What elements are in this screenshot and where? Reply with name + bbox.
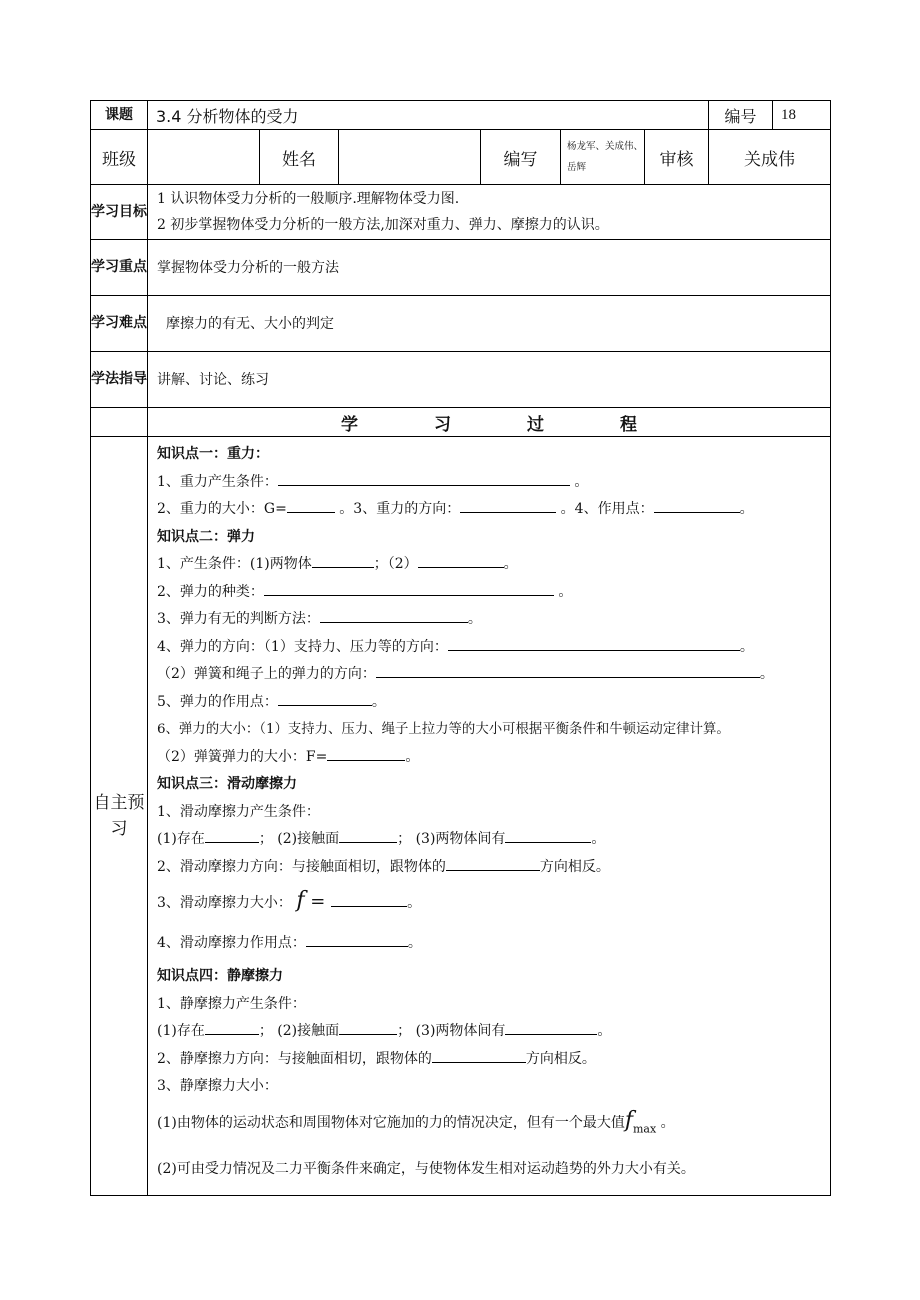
k1-line-1: 1、重力产生条件： 。 bbox=[157, 469, 830, 497]
info-row bbox=[91, 130, 831, 185]
k3-line-4: 3、滑动摩擦力大小： f = 。 bbox=[157, 888, 422, 913]
k4-line-5: (1)由物体的运动状态和周围物体对它施加的力的情况决定，但有一个最大值$f_{max}$ 。 bbox=[157, 1107, 675, 1135]
difficulty-content: 摩擦力的有无、大小的判定 bbox=[148, 296, 831, 352]
blank[interactable] bbox=[339, 828, 397, 843]
blank[interactable] bbox=[278, 471, 570, 486]
key-label: 学习重点 bbox=[91, 240, 148, 296]
k3-line-1: 1、滑动摩擦力产生条件： bbox=[157, 803, 320, 820]
writers-value: 杨龙军、关成伟、岳辉 bbox=[561, 130, 645, 185]
class-field[interactable] bbox=[148, 130, 260, 185]
blank[interactable] bbox=[278, 691, 372, 706]
k2-line-5: （2）弹簧和绳子上的弹力的方向： 。 bbox=[157, 661, 830, 689]
blank[interactable] bbox=[446, 856, 540, 871]
k3-title: 知识点三：滑动摩擦力 bbox=[157, 776, 297, 792]
process-char: 习 bbox=[434, 414, 452, 435]
k4-line-6: (2)可由受力情况及二力平衡条件来确定，与使物体发生相对运动趋势的外力大小有关。 bbox=[157, 1160, 695, 1177]
goal-label: 学习目标 bbox=[91, 185, 148, 240]
k2-line-4: 4、弹力的方向：（1）支持力、压力等的方向： 。 bbox=[157, 634, 830, 662]
topic-row bbox=[91, 101, 831, 130]
formula-f: f bbox=[296, 888, 305, 913]
blank[interactable] bbox=[448, 636, 740, 651]
preview-row bbox=[91, 437, 831, 1196]
blank[interactable] bbox=[306, 932, 408, 947]
blank[interactable] bbox=[505, 828, 591, 843]
k2-line-7: 6、弹力的大小：（1）支持力、压力、绳子上拉力等的大小可根据平衡条件和牛顿运动定律计算。 bbox=[157, 722, 730, 737]
method-row bbox=[91, 352, 831, 408]
method-label: 学法指导 bbox=[91, 352, 148, 408]
process-char: 过 bbox=[527, 414, 545, 435]
k4-line-1: 1、静摩擦力产生条件： bbox=[157, 995, 306, 1012]
k4-line-2: (1)存在 ； (2)接触面 ； (3)两物体间有 。 bbox=[157, 1018, 830, 1046]
process-char: 学 bbox=[341, 414, 359, 435]
difficulty-label: 学习难点 bbox=[91, 296, 148, 352]
blank[interactable] bbox=[312, 553, 374, 568]
number-label: 编号 bbox=[709, 101, 773, 130]
key-row bbox=[91, 240, 831, 296]
blank[interactable] bbox=[264, 581, 554, 596]
process-char: 程 bbox=[620, 414, 638, 435]
review-label: 审核 bbox=[645, 130, 709, 185]
preview-label: 自主预习 bbox=[91, 437, 148, 1196]
writer-label: 编写 bbox=[481, 130, 561, 185]
worksheet-table bbox=[90, 100, 831, 1196]
goal-line-2: 2 初步掌握物体受力分析的一般方法,加深对重力、弹力、摩擦力的认识。 bbox=[157, 217, 609, 233]
blank[interactable] bbox=[460, 498, 556, 513]
process-heading bbox=[148, 408, 831, 437]
k2-title: 知识点二：弹力 bbox=[157, 528, 255, 545]
k2-line-6: 5、弹力的作用点： 。 bbox=[157, 689, 830, 717]
k4-line-3: 2、静摩擦力方向：与接触面相切，跟物体的 方向相反。 bbox=[157, 1046, 830, 1074]
key-content: 掌握物体受力分析的一般方法 bbox=[148, 240, 831, 296]
preview-content bbox=[148, 437, 831, 1196]
blank[interactable] bbox=[505, 1020, 597, 1035]
k2-line-2: 2、弹力的种类： 。 bbox=[157, 579, 830, 607]
process-empty-cell bbox=[91, 408, 148, 437]
goal-content bbox=[148, 185, 831, 240]
name-field[interactable] bbox=[339, 130, 481, 185]
k3-line-5: 4、滑动摩擦力作用点： 。 bbox=[157, 923, 830, 963]
k4-line-4: 3、静摩擦力大小： bbox=[157, 1078, 278, 1094]
blank[interactable] bbox=[339, 1020, 397, 1035]
blank[interactable] bbox=[418, 553, 504, 568]
blank[interactable] bbox=[320, 608, 468, 623]
k2-line-1: 1、产生条件：(1)两物体 ；（2） 。 bbox=[157, 551, 830, 579]
blank[interactable] bbox=[376, 663, 760, 678]
blank[interactable] bbox=[654, 498, 740, 513]
process-row bbox=[91, 408, 831, 437]
k2-line-3: 3、弹力有无的判断方法： 。 bbox=[157, 606, 830, 634]
topic-label: 课题 bbox=[91, 101, 148, 130]
blank[interactable] bbox=[432, 1048, 526, 1063]
difficulty-row bbox=[91, 296, 831, 352]
formula-fmax: $f_{max}$ bbox=[624, 1107, 657, 1135]
goal-line-1: 1 认识物体受力分析的一般顺序.理解物体受力图. bbox=[157, 191, 460, 207]
blank[interactable] bbox=[287, 498, 335, 513]
method-content: 讲解、讨论、练习 bbox=[148, 352, 831, 408]
k3-line-2: (1)存在 ； (2)接触面 ； (3)两物体间有 。 bbox=[157, 826, 830, 854]
k4-title: 知识点四：静摩擦力 bbox=[157, 968, 283, 984]
topic-title: 3.4 分析物体的受力 bbox=[148, 101, 709, 130]
blank[interactable] bbox=[205, 1020, 259, 1035]
class-label: 班级 bbox=[91, 130, 148, 185]
blank[interactable] bbox=[327, 746, 405, 761]
name-label: 姓名 bbox=[260, 130, 339, 185]
blank[interactable] bbox=[331, 892, 407, 907]
k2-line-8: （2）弹簧弹力的大小：F= 。 bbox=[157, 744, 830, 772]
k1-line-2: 2、重力的大小：G= 。3、重力的方向： 。4、作用点： 。 bbox=[157, 496, 830, 524]
k1-title: 知识点一：重力： bbox=[157, 446, 269, 462]
number-value: 18 bbox=[773, 101, 831, 130]
k3-line-3: 2、滑动摩擦力方向：与接触面相切，跟物体的 方向相反。 bbox=[157, 854, 830, 882]
reviewer-value: 关成伟 bbox=[709, 130, 831, 185]
goal-row bbox=[91, 185, 831, 240]
blank[interactable] bbox=[205, 828, 259, 843]
